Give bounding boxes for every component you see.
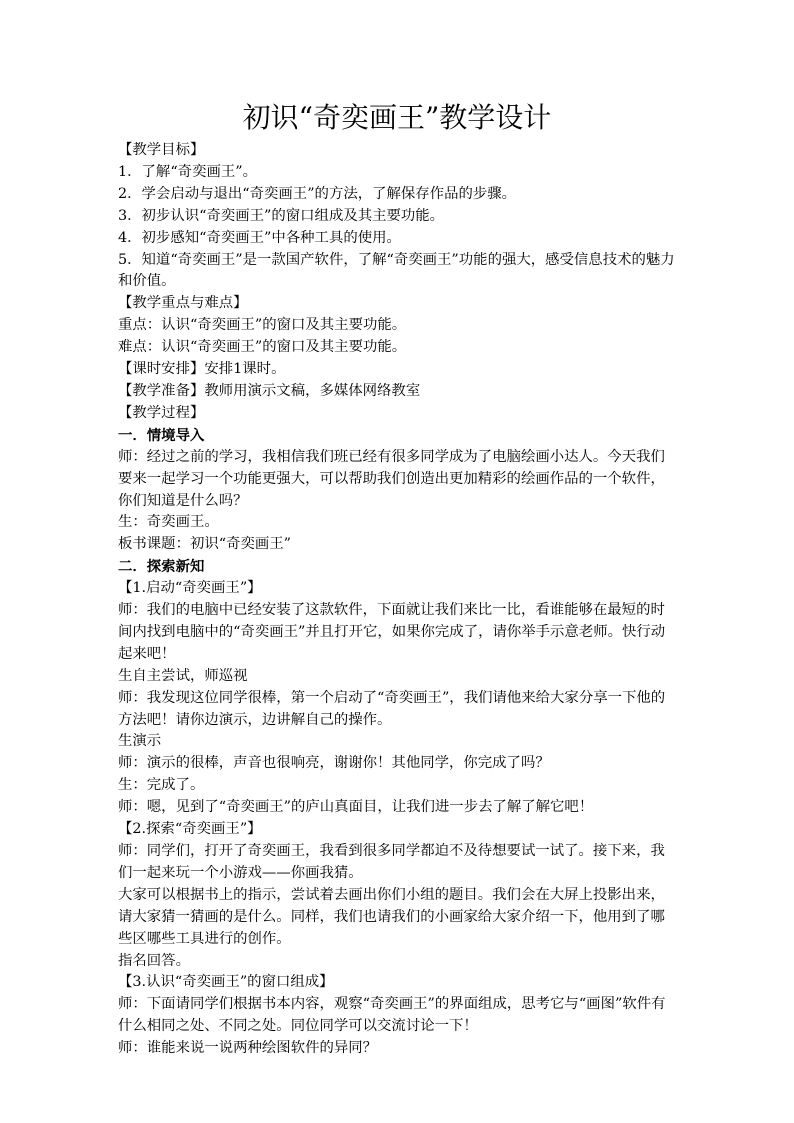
paragraph-line: 【教学过程】 bbox=[118, 404, 205, 421]
paragraph-line: 师：嗯，见到了“奇奕画王”的庐山真面目，让我们进一步去了解了解它吧！ bbox=[118, 799, 594, 816]
document-body bbox=[118, 140, 678, 1060]
section-heading: 一．情境导入 bbox=[118, 426, 205, 444]
paragraph-line: 指名回答。 bbox=[118, 952, 190, 969]
paragraph-line: 1．了解“奇奕画王”。 bbox=[118, 163, 257, 180]
paragraph-line: 师：下面请同学们根据书本内容，观察“奇奕画王”的界面组成，思考它与“画图”软件有什么相同之处、不同之处。同位同学可以交流讨论一下！ bbox=[118, 996, 666, 1035]
paragraph-line: 5．知道“奇奕画王”是一款国产软件，了解“奇奕画王”功能的强大，感受信息技术的魅力和价值。 bbox=[118, 251, 675, 290]
paragraph-line: 【1.启动“奇奕画王”】 bbox=[118, 580, 262, 597]
paragraph-line: 重点：认识“奇奕画王”的窗口及其主要功能。 bbox=[118, 317, 407, 334]
paragraph-line: 生：奇奕画王。 bbox=[118, 514, 219, 531]
paragraph-line: 师：谁能来说一说两种绘图软件的异同？ bbox=[118, 1040, 378, 1057]
paragraph-line: 生自主尝试，师巡视 bbox=[118, 667, 248, 684]
paragraph-line: 【2.探索“奇奕画王”】 bbox=[118, 821, 262, 838]
paragraph-line: 【3.认识“奇奕画王”的窗口组成】 bbox=[118, 974, 334, 991]
paragraph-line: 生演示 bbox=[118, 733, 162, 750]
section-heading: 二．探索新知 bbox=[118, 558, 205, 576]
paragraph-line: 2．学会启动与退出“奇奕画王”的方法，了解保存作品的步骤。 bbox=[118, 185, 517, 202]
paragraph-line: 师：演示的很棒，声音也很响亮，谢谢你！其他同学，你完成了吗？ bbox=[118, 755, 550, 772]
paragraph-line: 【课时安排】安排1课时。 bbox=[118, 361, 286, 378]
paragraph-line: 师：我发现这位同学很棒，第一个启动了“奇奕画王”，我们请他来给大家分享一下他的方法吧！请你边演示，边讲解自己的操作。 bbox=[118, 689, 666, 728]
paragraph-line: 板书课题：初识“奇奕画王” bbox=[118, 536, 292, 553]
paragraph-line: 师：我们的电脑中已经安装了这款软件，下面就让我们来比一比，看谁能够在最短的时间内找到电脑中的“奇奕画王”并且打开它，如果你完成了，请你举手示意老师。快行动起来吧！ bbox=[118, 602, 666, 662]
paragraph-line: 师：经过之前的学习，我相信我们班已经有很多同学成为了电脑绘画小达人。今天我们要来一起学习一个功能更强大，可以帮助我们创造出更加精彩的绘画作品的一个软件，你们知道是什么吗？ bbox=[118, 448, 665, 509]
document-title: 初识“奇奕画王”教学设计 bbox=[242, 101, 552, 134]
paragraph-line: 难点：认识“奇奕画王”的窗口及其主要功能。 bbox=[118, 339, 407, 356]
paragraph-line: 大家可以根据书上的指示，尝试着去画出你们小组的题目。我们会在大屏上投影出来，请大家猜一猜画的是什么。同样，我们也请我们的小画家给大家介绍一下，他用到了哪些区哪些工具进行的创作。 bbox=[118, 886, 665, 947]
paragraph-line: 生：完成了。 bbox=[118, 777, 205, 794]
paragraph-line: 【教学准备】教师用演示文稿，多媒体网络教室 bbox=[118, 382, 421, 399]
paragraph-line: 4．初步感知“奇奕画王”中各种工具的使用。 bbox=[118, 229, 401, 246]
paragraph-line: 【教学目标】 bbox=[118, 142, 205, 158]
paragraph-line: 3．初步认识“奇奕画王”的窗口组成及其主要功能。 bbox=[118, 207, 445, 224]
paragraph-line: 【教学重点与难点】 bbox=[118, 295, 248, 312]
paragraph-line: 师：同学们，打开了奇奕画王，我看到很多同学都迫不及待想要试一试了。接下来，我们一起来玩一个小游戏——你画我猜。 bbox=[118, 843, 665, 881]
